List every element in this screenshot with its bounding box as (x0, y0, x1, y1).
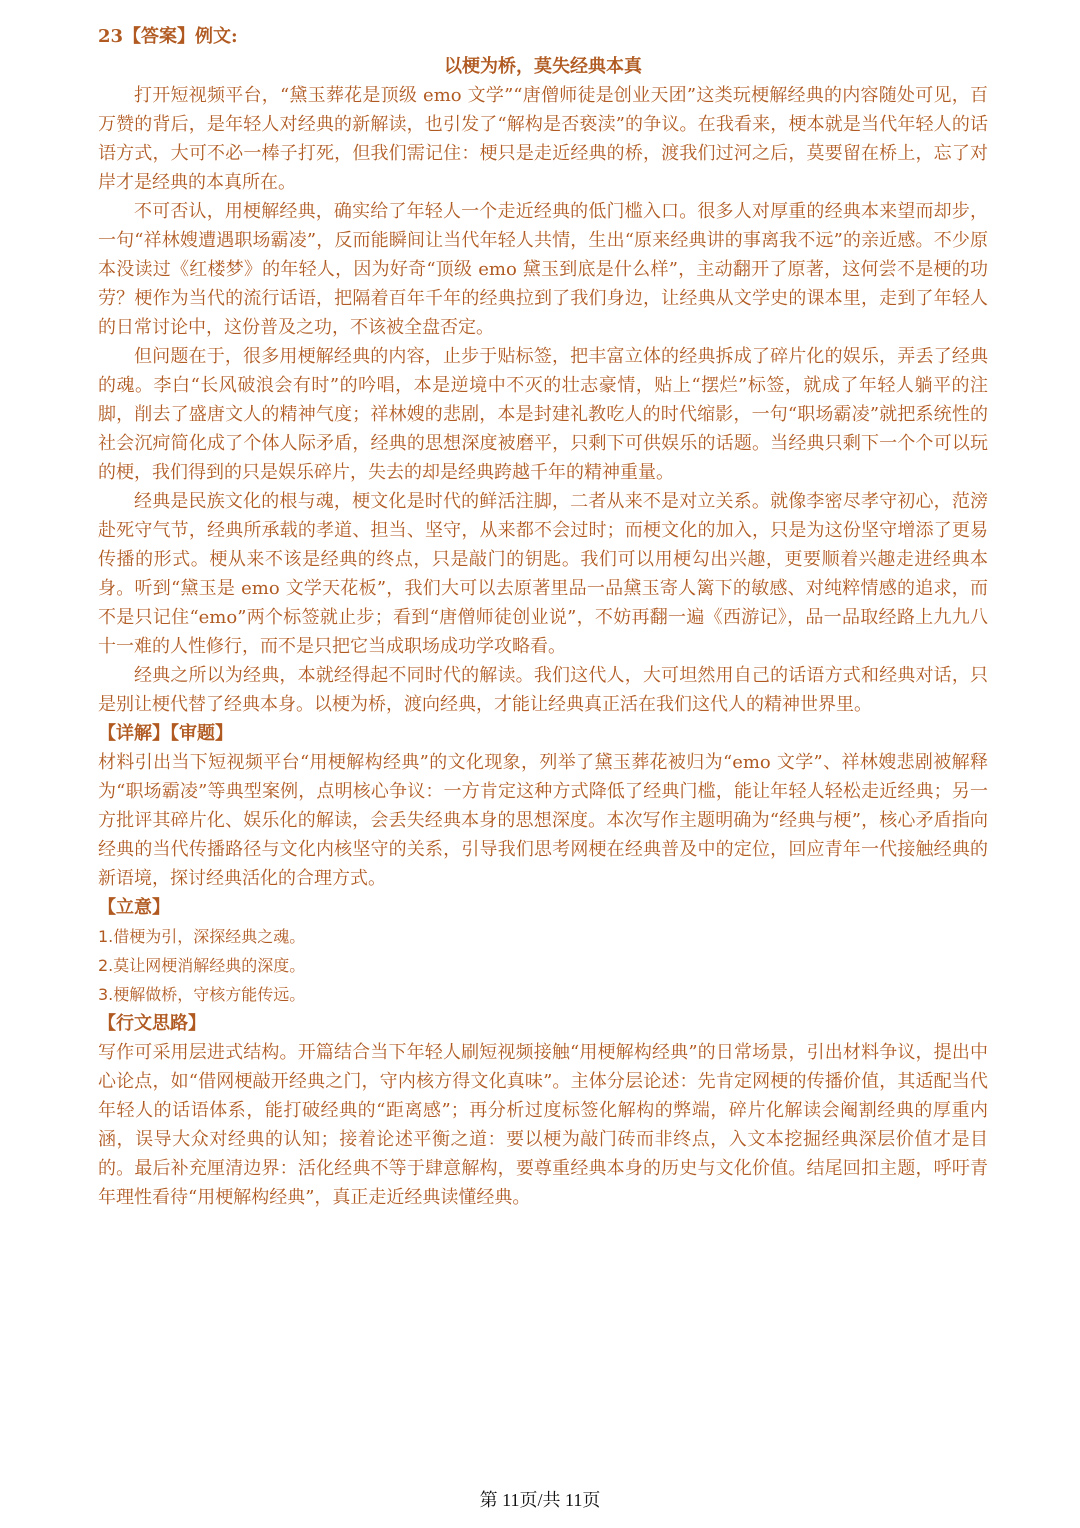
essay-title: 以梗为桥，莫失经典本真 (444, 56, 642, 77)
essay-paragraph-4: 经典是民族文化的根与魂，梗文化是时代的鲜活注脚，二者从来不是对立关系。就像李密尽孝守初心，范滂赴死守气节，经典所承载的孝道、担当、坚守，从来都不会过时；而梗文化的加入，只是为这份坚守增添了更易传播的形式。梗从来不该是经典的终点，只是敲门的钥匙。我们可以用梗勾出兴趣，更要顺着兴趣走进经典本身。听到“黛玉是 emo 文学天花板”，我们大可以去原著里品一品黛玉寄人篱下的敏感、对纯粹情感的追求，而不是只记住“emo”两个标签就止步；看到“唐僧师徒创业说”，不妨再翻一遍《西游记》，品一品取经路上九九八十一难的人性修行，而不是只把它当成职场成功学攻略看。 (98, 491, 988, 657)
document-body (98, 22, 988, 1212)
essay-paragraph-5: 经典之所以为经典，本就经得起不同时代的解读。我们这代人，大可坦然用自己的话语方式和经典对话，只是别让梗代替了经典本身。以梗为桥，渡向经典，才能让经典真正活在我们这代人的精神世界里。 (98, 665, 988, 715)
page-footer: 第 11页/共 11页 (479, 1490, 601, 1510)
approach-text: 写作可采用层进式结构。开篇结合当下年轻人刷短视频接触“用梗解构经典”的日常场景，引出材料争议，提出中心论点，如“借网梗敲开经典之门，守内核方得文化真味”。主体分层论述：先肯定网梗的传播价值，其适配当代年轻人的话语体系，能打破经典的“距离感”；再分析过度标签化解构的弊端，碎片化解读会阉割经典的厚重内涵，误导大众对经典的认知；接着论述平衡之道：要以梗为敲门砖而非终点，入文本挖掘经典深层价值才是目的。最后补充厘清边界：活化经典不等于肆意解构，要尊重经典本身的历史与文化价值。结尾回扣主题，呼吁青年理性看待“用梗解构经典”，真正走近经典读懂经典。 (98, 1042, 988, 1208)
analysis-heading: 【详解】【审题】 (98, 723, 233, 744)
intent-item-2: 2.莫让网梗消解经典的深度。 (98, 956, 306, 975)
approach-heading: 【行文思路】 (98, 1013, 206, 1034)
essay-paragraph-3: 但问题在于，很多用梗解经典的内容，止步于贴标签，把丰富立体的经典拆成了碎片化的娱乐，弄丢了经典的魂。李白“长风破浪会有时”的吟唱，本是逆境中不灭的壮志豪情，贴上“摆烂”标签，就成了年轻人躺平的注脚，削去了盛唐文人的精神气度；祥林嫂的悲剧，本是封建礼教吃人的时代缩影，一句“职场霸凌”就把系统性的社会沉疴简化成了个体人际矛盾，经典的思想深度被磨平，只剩下可供娱乐的话题。当经典只剩下一个个可以玩的梗，我们得到的只是娱乐碎片，失去的却是经典跨越千年的精神重量。 (98, 346, 988, 483)
analysis-text: 材料引出当下短视频平台“用梗解构经典”的文化现象，列举了黛玉葬花被归为“emo 文学”、祥林嫂悲剧被解释为“职场霸凌”等典型案例，点明核心争议：一方肯定这种方式降低了经典门槛，能让年轻人轻松走近经典；另一方批评其碎片化、娱乐化的解读，会丢失经典本身的思想深度。本次写作主题明确为“经典与梗”，核心矛盾指向经典的当代传播路径与文化内核坚守的关系，引导我们思考网梗在经典普及中的定位，回应青年一代接触经典的新语境，探讨经典活化的合理方式。 (98, 752, 988, 889)
answer-heading: 23【答案】例文: (98, 26, 238, 47)
intent-heading: 【立意】 (98, 897, 170, 918)
essay-paragraph-2: 不可否认，用梗解经典，确实给了年轻人一个走近经典的低门槛入口。很多人对厚重的经典本来望而却步，一句“祥林嫂遭遇职场霸凌”，反而能瞬间让当代年轻人共情，生出“原来经典讲的事离我不远”的亲近感。不少原本没读过《红楼梦》的年轻人，因为好奇“顶级 emo 黛玉到底是什么样”，主动翻开了原著，这何尝不是梗的功劳？梗作为当代的流行话语，把隔着百年千年的经典拉到了我们身边，让经典从文学史的课本里，走到了年轻人的日常讨论中，这份普及之功，不该被全盘否定。 (98, 201, 988, 338)
intent-item-3: 3.梗解做桥，守核方能传远。 (98, 985, 306, 1004)
intent-item-1: 1.借梗为引，深探经典之魂。 (98, 927, 306, 946)
essay-paragraph-1: 打开短视频平台，“黛玉葬花是顶级 emo 文学”“唐僧师徒是创业天团”这类玩梗解经典的内容随处可见，百万赞的背后，是年轻人对经典的新解读，也引发了“解构是否亵渎”的争议。在我看来，梗本就是当代年轻人的话语方式，大可不必一棒子打死，但我们需记住：梗只是走近经典的桥，渡我们过河之后，莫要留在桥上，忘了对岸才是经典的本真所在。 (98, 85, 988, 193)
